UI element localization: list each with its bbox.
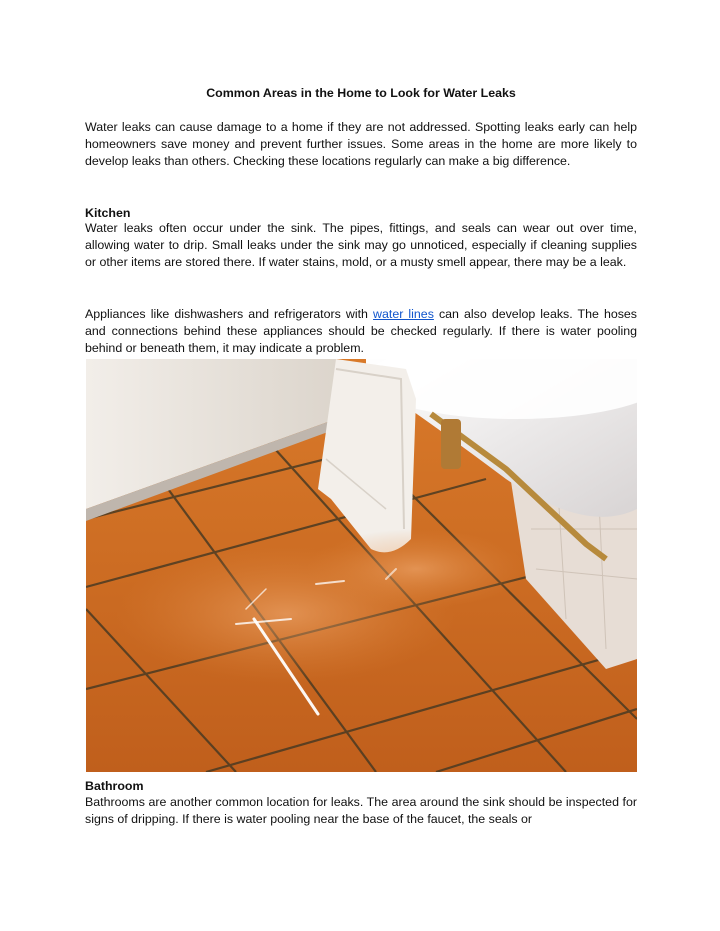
kitchen-paragraph-2-start: Appliances like dishwashers and refrigerators with	[85, 307, 374, 321]
leak-photo	[86, 359, 637, 772]
bathroom-heading: Bathroom	[85, 779, 144, 793]
kitchen-paragraph-2	[85, 306, 637, 358]
water-lines-link[interactable]: water lines	[373, 307, 434, 321]
kitchen-paragraph-1: Water leaks often occur under the sink. The pipes, fittings, and seals can wear out over time, allowing water to drip. Small leaks under the sink may go unnoticed, especially if cleaning supplies or other items are stored there. If water stains, mold, or a musty smell appear, there may be a leak.	[85, 221, 637, 270]
document-title: Common Areas in the Home to Look for Water Leaks	[206, 86, 516, 100]
bathroom-paragraph-1: Bathrooms are another common location for leaks. The area around the sink should be inspected for signs of dripping. If there is water pooling near the base of the faucet, the seals or	[85, 795, 637, 827]
kitchen-paragraph-2-end: can also develop leaks. The hoses and connections behind these appliances should be checked regularly. If there is water pooling behind or beneath them, it may indicate a problem.	[85, 307, 638, 356]
leak-photo-illustration	[86, 359, 637, 772]
intro-paragraph: Water leaks can cause damage to a home if they are not addressed. Spotting leaks early can help homeowners save money and prevent further issues. Some areas in the home are more likely to develop leaks than others. Checking these locations regularly can make a big difference.	[85, 120, 637, 169]
kitchen-heading: Kitchen	[85, 206, 131, 220]
